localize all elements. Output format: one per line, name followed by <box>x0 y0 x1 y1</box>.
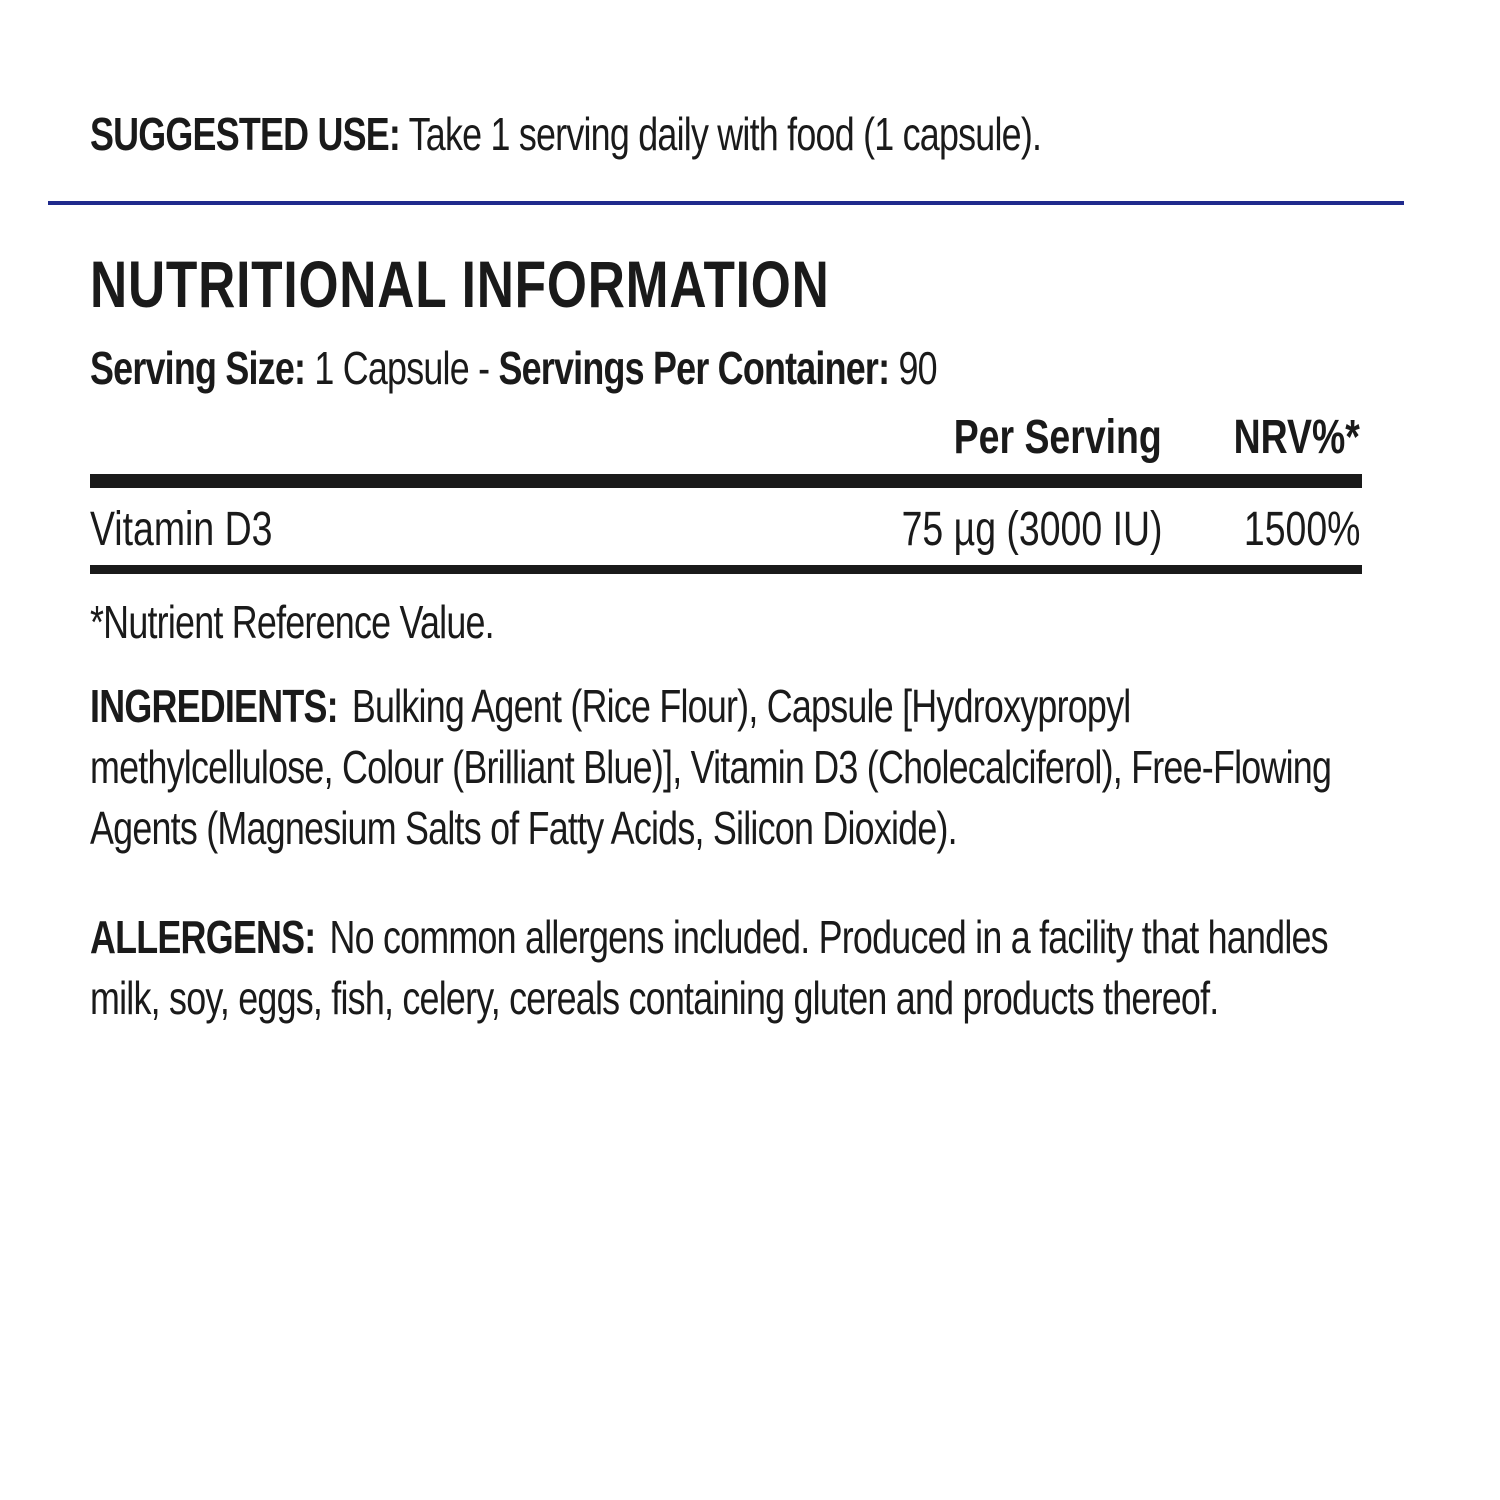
servings-per-container-label: Servings Per Container: <box>498 342 890 394</box>
ingredients-section <box>90 676 1354 859</box>
suggested-use <box>90 104 1309 164</box>
nutrient-nrv: 1500% <box>1243 503 1360 556</box>
serving-size-value: 1 Capsule <box>314 342 469 394</box>
serving-separator: - <box>478 342 490 394</box>
table-bottom-rule <box>90 565 1362 574</box>
section-divider <box>48 201 1404 205</box>
nutrient-name: Vitamin D3 <box>90 503 273 556</box>
table-top-rule <box>90 474 1362 488</box>
serving-info <box>90 338 1176 398</box>
serving-size-label: Serving Size: <box>90 342 306 394</box>
allergens-text: No common allergens included. Produced in a facility that handles milk, soy, eggs, fish, celery, cereals containing gluten and products thereof. <box>90 911 1328 1024</box>
nutritional-information-title: NUTRITIONAL INFORMATION <box>90 247 830 321</box>
suggested-use-label: SUGGESTED USE: <box>90 108 401 160</box>
allergens-section <box>90 907 1354 1029</box>
nrv-footnote: *Nutrient Reference Value. <box>90 596 494 648</box>
allergens-label: ALLERGENS: <box>90 911 316 963</box>
column-header-per-serving: Per Serving <box>953 411 1162 464</box>
ingredients-label: INGREDIENTS: <box>90 680 338 732</box>
table-row <box>0 500 1500 560</box>
column-header-nrv: NRV%* <box>1233 411 1360 464</box>
servings-per-container-value: 90 <box>898 342 937 394</box>
nutrient-amount: 75 µg (3000 IU) <box>901 503 1162 556</box>
ingredients-text: Bulking Agent (Rice Flour), Capsule [Hydroxypropyl methylcellulose, Colour (Brilliant Blue)], Vitamin D3 (Cholecalciferol), Free-Flowing Agents (Magnesium Salts of Fatty Acids, Silicon Dioxide). <box>90 680 1332 854</box>
suggested-use-text: Take 1 serving daily with food (1 capsule). <box>408 108 1042 160</box>
